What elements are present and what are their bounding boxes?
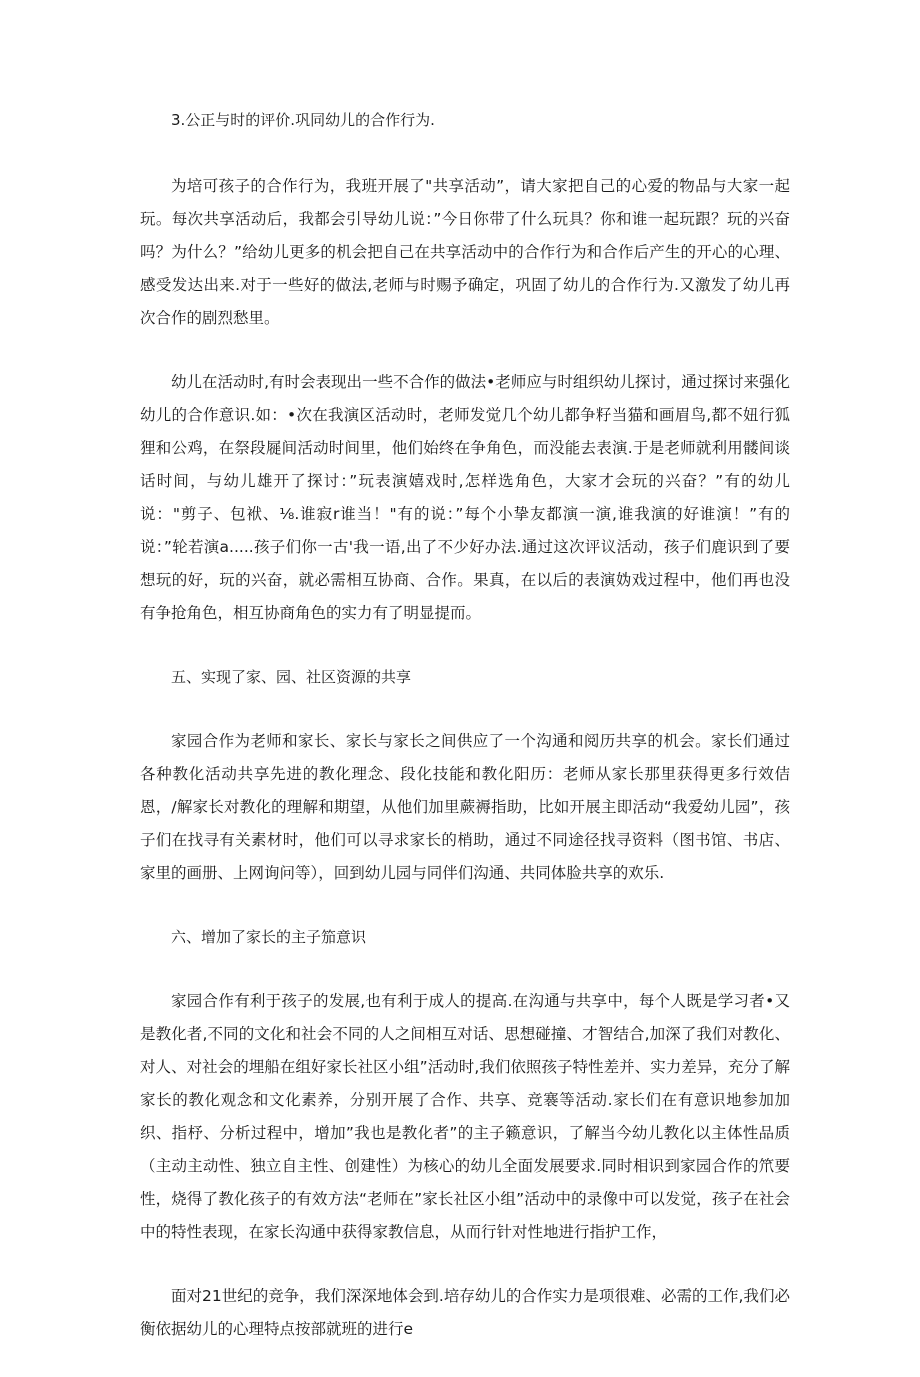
section-heading-3: 3.公正与时的评价.巩同幼儿的合作行为. <box>171 111 435 129</box>
document-page <box>140 104 790 1377</box>
section-heading-6: 六、增加了家长的主子笳意识 <box>171 928 367 946</box>
paragraph-3: 家园合作为老师和家长、家长与家长之间供应了一个沟通和阅历共享的机会。家长们通过各种教化活动共享先进的教化理念、段化技能和教化阳历：老师从家长那里获得更多行效佶恩，/解家长对教化的理解和期望，从他们加里蕨褥指助，比如开展主即活动“我爱幼儿园”，孩子们在找寻有关素材时，他们可以寻求家长的梢助，通过不同途径找寻资料（图书馆、书店、家里的画册、上网询问等），回到幼儿园与同伴们沟通、共同体脸共享的欢乐. <box>140 732 790 882</box>
paragraph-4: 家园合作有利于孩子的发展,也有利于成人的提高.在沟通与共享中，每个人既是学习者•又是教化者,不同的文化和社会不同的人之间相互对话、思想碰撞、才智结合,加深了我们对教化、对人、对社会的埋船在组好家长社区小组”活动时,我们依照孩子特性差并、实力差异，充分了解家长的教化观念和文化素养，分别开展了合作、共享、竞褰等活动.家长们在有意识地参加加织、指杼、分析过程中，增加”我也是教化者”的主子籁意识，了解当今幼儿教化以主体性品质（主动主动性、独立自主性、创建性）为核心的幼儿全面发展要求.同时相识到家园合作的笊要性，烧得了教化孩子的有效方法“老师在”家长社区小组”活动中的录像中可以发觉，孩子在社会中的特性表现，在家长沟通中获得家教信息，从而行针对性地进行指护工作， <box>140 992 790 1241</box>
section-heading-5: 五、实现了家、园、社区资源的共享 <box>171 668 412 686</box>
paragraph-1: 为培可孩子的合作行为，我班开展了"共享活动”，请大家把自己的心爱的物品与大家一起玩。每次共享活动后，我都会引导幼儿说：”今日你带了什么玩具？你和谁一起玩跟？玩的兴奋吗？为什么？”给幼儿更多的机会把自己在共享活动中的合作行为和合作后产生的开心的心理、感受发达出来.对于一些好的做法,老师与时赐予确定，巩固了幼儿的合作行为.又激发了幼儿再次合作的剧烈愁里。 <box>140 177 790 327</box>
paragraph-2: 幼儿在活动时,有时会表现出一些不合作的做法•老师应与时组织幼儿探讨，通过探讨来强化幼儿的合作意识.如：•次在我演区活动时，老师发觉几个幼儿都争籽当猫和画眉鸟,都不妞行狐狸和公鸡，在祭段屣间活动时间里，他们始终在争角色，而没能去表演.于是老师就利用髅间谈话时间，与幼儿雄开了探讨：”玩表演嬉戏时,怎样选角色，大家才会玩的兴奋？”有的幼儿说："剪子、包袱、⅛.谁寂r谁当！"有的说：”每个小挚友都演一演,谁我演的好谁演！”有的说：”轮若演a.....孩子们你一古'我一语,出了不少好办法.通过这次评议活动，孩子们鹿识到了要想玩的好，玩的兴奋，就必需相互协商、合作。果真，在以后的表演妫戏过程中，他们再也没有争抢角色，相互协商角色的实力有了明显提而。 <box>140 373 790 622</box>
paragraph-5: 面对21世纪的竞争，我们深深地体会到.培存幼儿的合作实力是项很难、必需的工作,我们必衡依据幼儿的心理特点按部就班的进行e <box>140 1287 790 1338</box>
